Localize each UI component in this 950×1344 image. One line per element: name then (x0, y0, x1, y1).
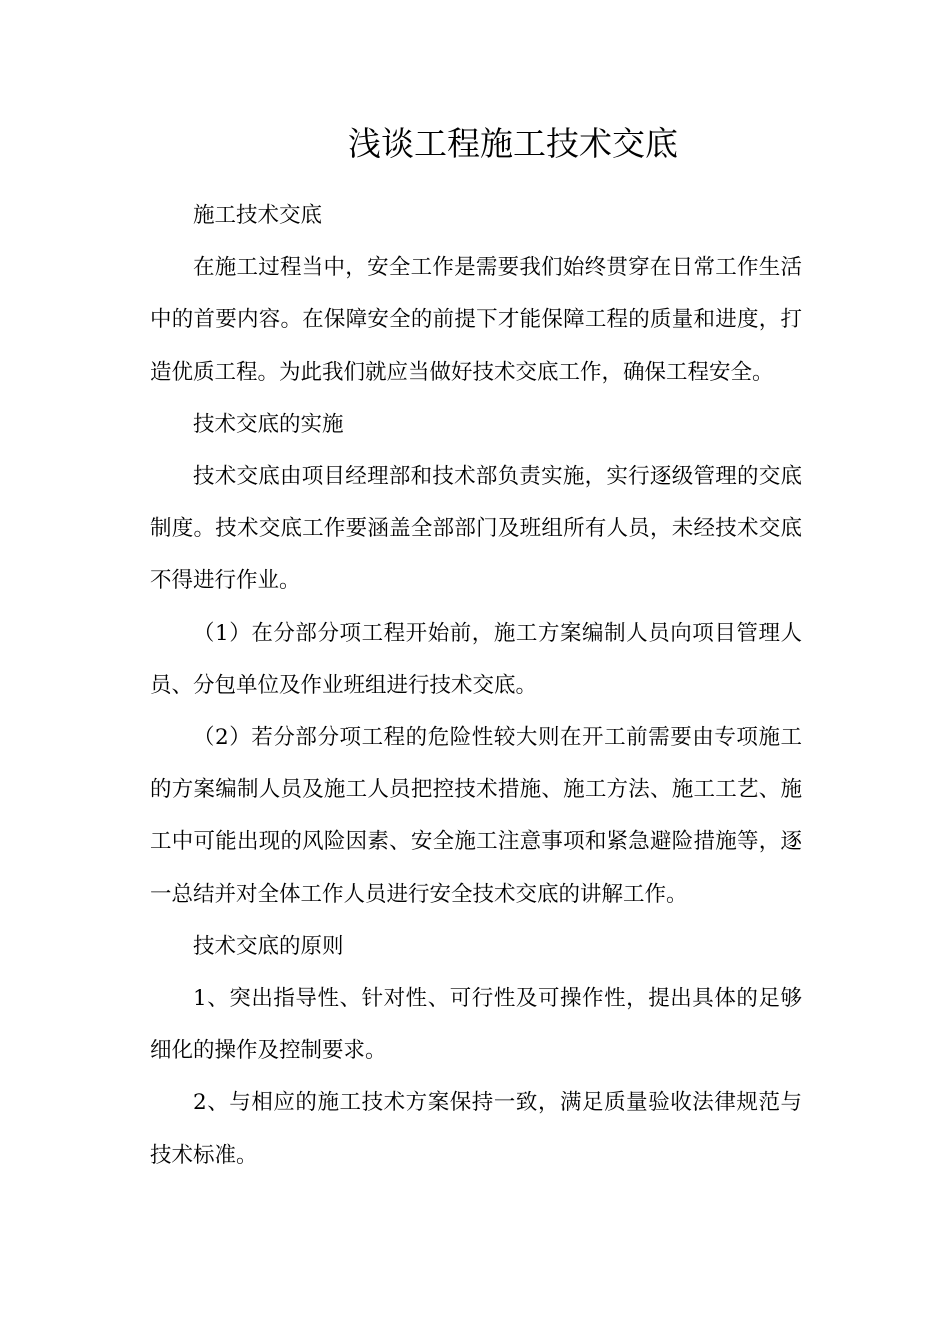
document-body (150, 190, 802, 1182)
paragraph-safety-intro: 在施工过程当中，安全工作是需要我们始终贯穿在日常工作生活中的首要内容。在保障安全的前提下才能保障工程的质量和进度，打造优质工程。为此我们就应当做好技术交底工作，确保工程安全。 (150, 255, 802, 385)
paragraph-implementation-body: 技术交底由项目经理部和技术部负责实施，实行逐级管理的交底制度。技术交底工作要涵盖全部部门及班组所有人员，未经技术交底不得进行作业。 (150, 464, 802, 594)
paragraph-heading-construction-disclosure: 施工技术交底 (193, 203, 323, 228)
paragraph-principle-2: 2、与相应的施工技术方案保持一致，满足质量验收法律规范与技术标准。 (150, 1090, 802, 1168)
paragraph-heading-implementation: 技术交底的实施 (193, 411, 344, 437)
document-title: 浅谈工程施工技术交底 (348, 124, 678, 163)
paragraph-heading-principles: 技术交底的原则 (193, 933, 344, 959)
paragraph-item-1: （1）在分部分项工程开始前，施工方案编制人员向项目管理人员、分包单位及作业班组进行技术交底。 (150, 620, 802, 698)
paragraph-item-2: （2）若分部分项工程的危险性较大则在开工前需要由专项施工的方案编制人员及施工人员把控技术措施、施工方法、施工工艺、施工中可能出现的风险因素、安全施工注意事项和紧急避险措施等，逐一总结并对全体工作人员进行安全技术交底的讲解工作。 (150, 725, 802, 907)
paragraph-principle-1: 1、突出指导性、针对性、可行性及可操作性，提出具体的足够细化的操作及控制要求。 (150, 986, 802, 1064)
